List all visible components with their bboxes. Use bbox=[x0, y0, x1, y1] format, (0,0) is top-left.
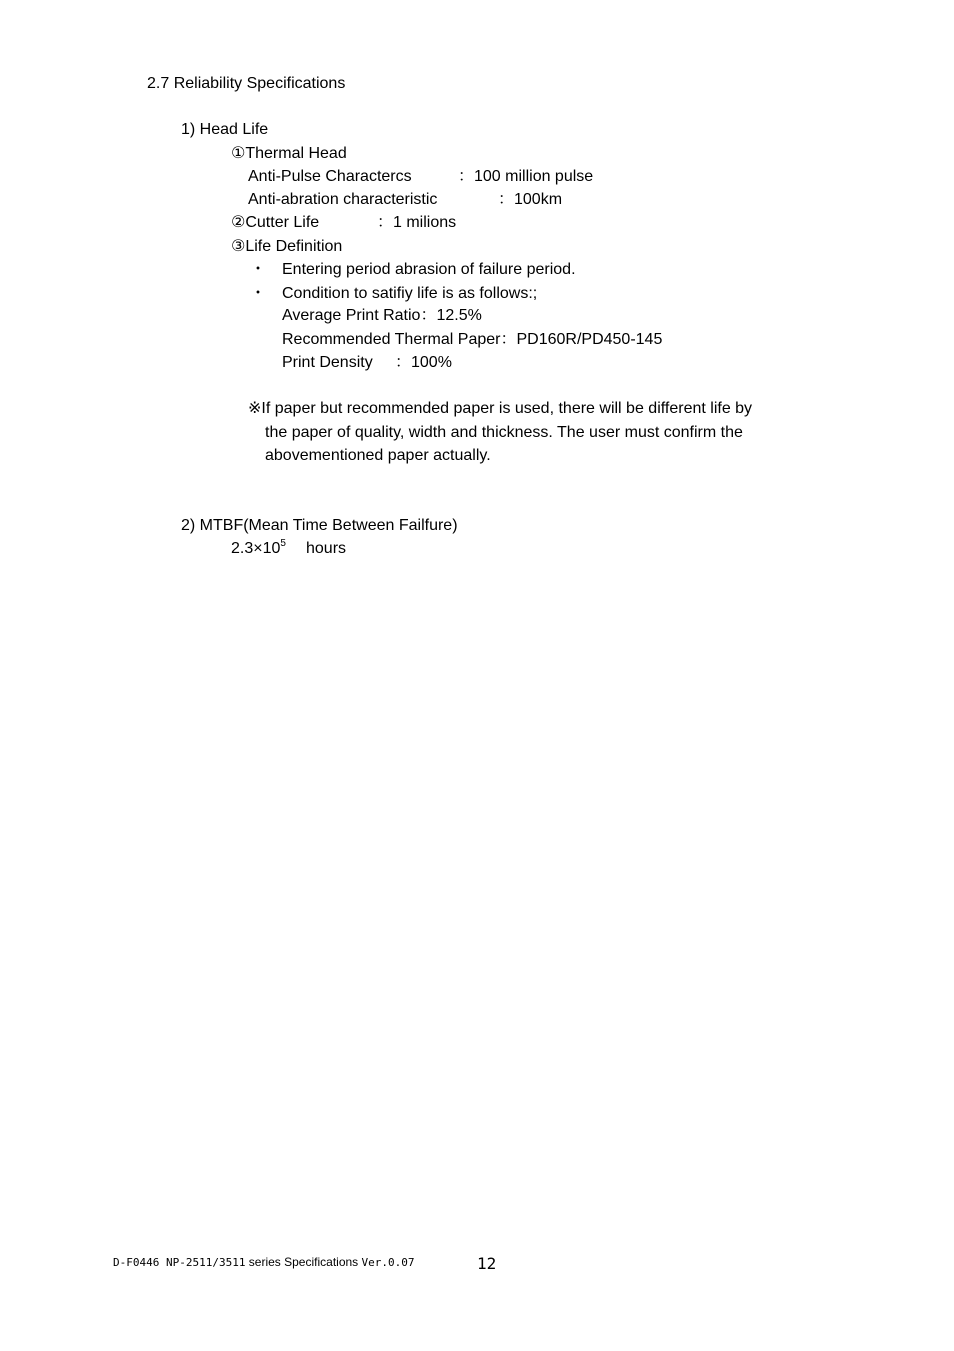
footer-doc-middle: series Specifications bbox=[245, 1255, 362, 1269]
life-definition-bullet-2: ・ Condition to satifiy life is as follows:; bbox=[250, 285, 538, 302]
anti-pulse-value: ：100 million pulse bbox=[458, 168, 594, 185]
life-definition-bullet-1: ・ Entering period abrasion of failure period. bbox=[250, 261, 576, 278]
mtbf-value-exponent: 5 bbox=[280, 538, 286, 549]
anti-abration-label: Anti-abration characteristic bbox=[248, 191, 438, 208]
life-definition-label: ③Life Definition bbox=[231, 238, 343, 255]
note-line-3: abovementioned paper actually. bbox=[265, 447, 491, 464]
anti-pulse-label: Anti-Pulse Charactercs bbox=[248, 168, 412, 185]
mtbf-heading: 2) MTBF(Mean Time Between Failfure) bbox=[181, 517, 458, 534]
cutter-life-label: ②Cutter Life bbox=[231, 214, 320, 231]
recommended-paper: Recommended Thermal Paper：PD160R/PD450-145 bbox=[282, 331, 663, 348]
print-density-value: ：100% bbox=[395, 354, 452, 371]
note-line-1: ※If paper but recommended paper is used, there will be different life by bbox=[248, 400, 753, 417]
footer-doc-version: Ver.0.07 bbox=[361, 1256, 415, 1269]
print-density-label: Print Density bbox=[282, 354, 373, 371]
mtbf-value-base: 2.3×10 bbox=[231, 540, 281, 557]
footer-document-id bbox=[113, 1255, 415, 1270]
section-title: 2.7 Reliability Specifications bbox=[147, 75, 346, 92]
avg-print-ratio: Average Print Ratio：12.5% bbox=[282, 307, 482, 324]
cutter-life-value: ：1 milions bbox=[377, 214, 457, 231]
mtbf-unit: hours bbox=[306, 540, 347, 557]
mtbf-value bbox=[231, 539, 286, 561]
anti-abration-value: ：100km bbox=[498, 191, 563, 208]
page-number: 12 bbox=[477, 1254, 497, 1273]
footer-doc-prefix: D-F0446 NP-2511/3511 bbox=[113, 1256, 246, 1269]
note-line-2: the paper of quality, width and thickness. The user must confirm the bbox=[265, 424, 743, 441]
head-life-heading: 1) Head Life bbox=[181, 121, 269, 138]
thermal-head-label: ①Thermal Head bbox=[231, 145, 347, 162]
